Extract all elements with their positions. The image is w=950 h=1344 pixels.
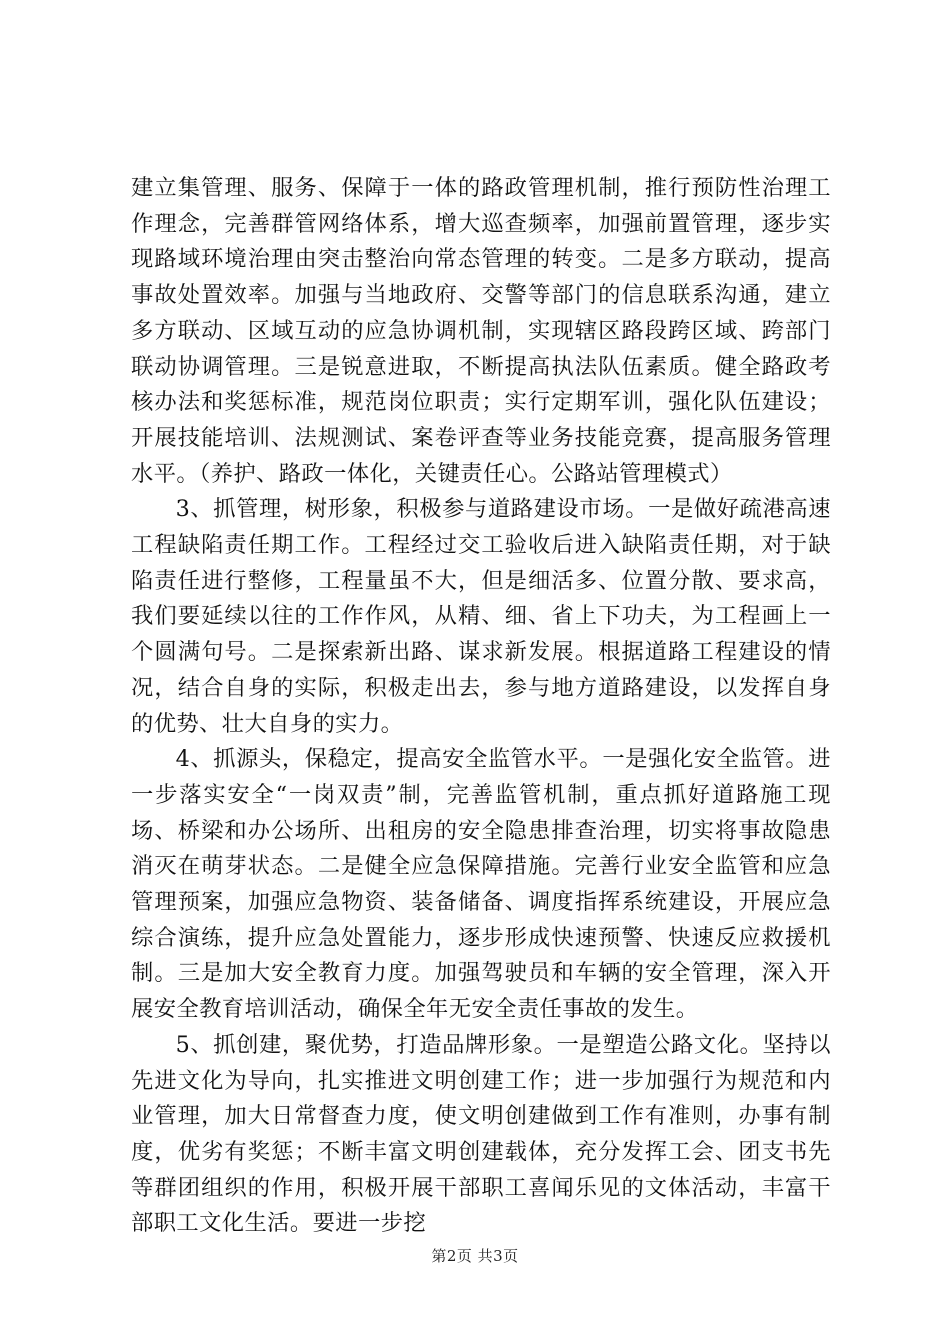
paragraph-road-admin-continued: 建立集管理、服务、保障于一体的路政管理机制，推行预防性治理工作理念，完善群管网络体系，增大巡查频率，加强前置管理，逐步实现路域环境治理由突击整治向常态管理的转变。二是多方联动，提高事故处置效率。加强与当地政府、交警等部门的信息联系沟通，建立多方联动、区域互动的应急协调机制，实现辖区路段跨区域、跨部门联动协调管理。三是锐意进取，不断提高执法队伍素质。健全路政考核办法和奖惩标准，规范岗位职责；实行定期军训，强化队伍建设；开展技能培训、法规测试、案卷评查等业务技能竞赛，提高服务管理水平。（养护、路政一体化，关键责任心。公路站管理模式） (131, 175, 831, 487)
page-footer (0, 1245, 950, 1266)
page-total: 共3页 (477, 1247, 519, 1265)
page-number: 第2页 (431, 1247, 473, 1265)
paragraph-item-3-management: 3、抓管理，树形象，积极参与道路建设市场。一是做好疏港高速工程缺陷责任期工作。工程经过交工验收后进入缺陷责任期，对于缺陷责任进行整修，工程量虽不大，但是细活多、位置分散、要求高，我们要延续以往的工作作风，从精、细、省上下功夫，为工程画上一个圆满句号。二是探索新出路、谋求新发展。根据道路工程建设的情况，结合自身的实际，积极走出去，参与地方道路建设，以发挥自身的优势、壮大自身的实力。 (131, 496, 831, 737)
paragraph-item-4-safety: 4、抓源头，保稳定，提高安全监管水平。一是强化安全监管。进一步落实安全“一岗双责”制，完善监管机制，重点抓好道路施工现场、桥梁和办公场所、出租房的安全隐患排查治理，切实将事故隐患消灭在萌芽状态。二是健全应急保障措施。完善行业安全监管和应急管理预案，加强应急物资、装备储备、调度指挥系统建设，开展应急综合演练，提升应急处置能力，逐步形成快速预警、快速反应救援机制。三是加大安全教育力度。加强驾驶员和车辆的安全管理，深入开展安全教育培训活动，确保全年无安全责任事故的发生。 (131, 746, 831, 1023)
paragraph-item-5-brand: 5、抓创建，聚优势，打造品牌形象。一是塑造公路文化。坚持以先进文化为导向，扎实推进文明创建工作；进一步加强行为规范和内业管理，加大日常督查力度，使文明创建做到工作有准则，办事有制度，优劣有奖惩；不断丰富文明创建载体，充分发挥工会、团支书先等群团组织的作用，积极开展干部职工喜闻乐见的文体活动，丰富干部职工文化生活。要进一步挖 (131, 1031, 831, 1237)
document-body (131, 171, 831, 1242)
